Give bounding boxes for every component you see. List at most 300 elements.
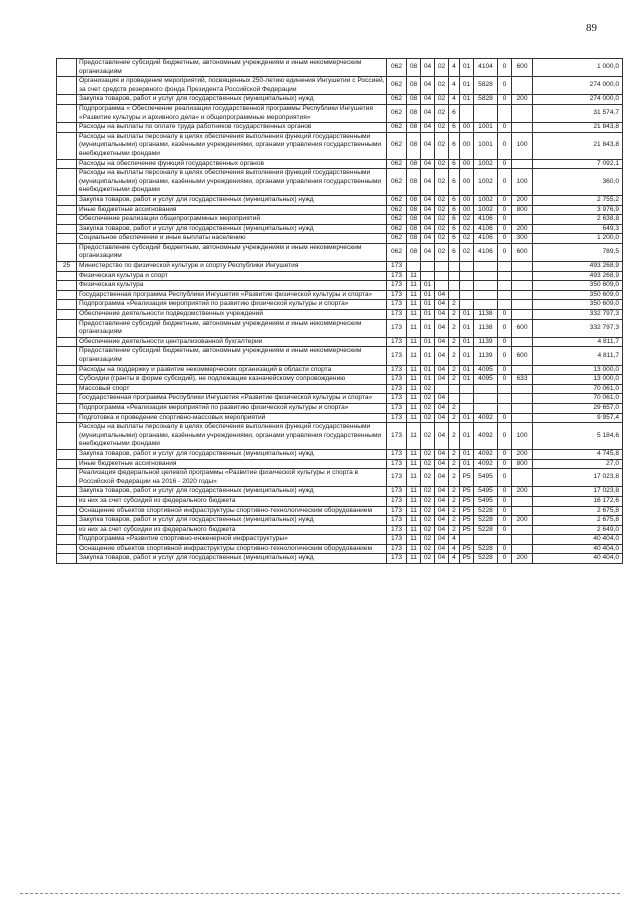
program-code-cell: 04: [435, 535, 449, 545]
target-code-cell: 0: [498, 423, 512, 450]
expense-type-code-cell: 600: [512, 319, 533, 337]
subsection-code-cell: 02: [421, 423, 435, 450]
direction-code-cell: [474, 271, 498, 281]
section-code-cell: 11: [407, 413, 421, 423]
program-code-cell: 02: [435, 234, 449, 244]
table-row: [57, 205, 623, 215]
expense-type-code-cell: 200: [512, 487, 533, 497]
ministry-code-cell: 062: [387, 104, 407, 122]
expense-type-code-cell: [512, 496, 533, 506]
expense-name-cell: Физическая культура и спорт: [77, 271, 387, 281]
row-number-cell: [57, 365, 77, 375]
target-code-cell: 0: [498, 469, 512, 487]
row-number-cell: [57, 215, 77, 225]
table-row: [57, 310, 623, 320]
expense-type-code-cell: [512, 544, 533, 554]
section-code-cell: 11: [407, 516, 421, 526]
amount-cell: 789,5: [533, 243, 623, 261]
subsection-code-cell: 02: [421, 394, 435, 404]
event-code-cell: 01: [460, 77, 474, 95]
expense-type-code-cell: [512, 413, 533, 423]
subsection-code-cell: 01: [421, 290, 435, 300]
program-code-cell: 04: [435, 496, 449, 506]
row-number-cell: [57, 347, 77, 365]
row-number-cell: [57, 234, 77, 244]
subsection-code-cell: 04: [421, 243, 435, 261]
target-code-cell: 0: [498, 195, 512, 205]
section-code-cell: 11: [407, 449, 421, 459]
table-row: [57, 347, 623, 365]
table-row: [57, 506, 623, 516]
row-number-cell: [57, 281, 77, 291]
expense-type-code-cell: [512, 403, 533, 413]
expense-name-cell: Предоставление субсидий бюджетным, автономным учреждениям и иным некоммерческим организациям: [77, 347, 387, 365]
amount-cell: 13 000,0: [533, 365, 623, 375]
ministry-code-cell: 173: [387, 423, 407, 450]
expense-name-cell: Расходы на выплаты персоналу в целях обеспечения выполнения функций государственными (муниципальными) органами, казёнными учреждениями, органами управления государственными внебюджетными фондами: [77, 132, 387, 159]
direction-code-cell: 5495: [474, 487, 498, 497]
expense-type-code-cell: 200: [512, 449, 533, 459]
direction-code-cell: 5228: [474, 506, 498, 516]
amount-cell: 31 574,7: [533, 104, 623, 122]
section-code-cell: 11: [407, 544, 421, 554]
amount-cell: 4 745,8: [533, 449, 623, 459]
table-row: [57, 104, 623, 122]
subprogram-code-cell: 2: [449, 506, 460, 516]
table-row: [57, 77, 623, 95]
section-code-cell: 11: [407, 300, 421, 310]
expense-name-cell: Реализация федеральной целевой программы «Развитие физической культуры и спорта в Российской Федерации на 2016 - 2020 годы»: [77, 469, 387, 487]
direction-code-cell: [474, 262, 498, 272]
program-code-cell: 04: [435, 487, 449, 497]
direction-code-cell: 5228: [474, 554, 498, 564]
amount-cell: 40 404,0: [533, 544, 623, 554]
event-code-cell: 01: [460, 347, 474, 365]
event-code-cell: [460, 290, 474, 300]
row-number-cell: [57, 423, 77, 450]
expense-name-cell: Обеспечение деятельности централизованной бухгалтерии: [77, 337, 387, 347]
expense-name-cell: Иные бюджетные ассигнования: [77, 205, 387, 215]
direction-code-cell: 4095: [474, 375, 498, 385]
program-code-cell: 04: [435, 525, 449, 535]
subsection-code-cell: 01: [421, 319, 435, 337]
event-code-cell: 01: [460, 423, 474, 450]
direction-code-cell: 5828: [474, 77, 498, 95]
program-code-cell: 04: [435, 365, 449, 375]
direction-code-cell: [474, 403, 498, 413]
expense-type-code-cell: 200: [512, 224, 533, 234]
row-number-cell: [57, 195, 77, 205]
expense-type-code-cell: 200: [512, 95, 533, 105]
ministry-code-cell: 062: [387, 224, 407, 234]
table-row: [57, 319, 623, 337]
subsection-code-cell: [421, 271, 435, 281]
program-code-cell: 04: [435, 310, 449, 320]
subsection-code-cell: 01: [421, 347, 435, 365]
row-number-cell: [57, 375, 77, 385]
row-number-cell: [57, 516, 77, 526]
subsection-code-cell: 02: [421, 525, 435, 535]
direction-code-cell: 4106: [474, 224, 498, 234]
subprogram-code-cell: 4: [449, 59, 460, 77]
program-code-cell: 04: [435, 319, 449, 337]
subsection-code-cell: 02: [421, 516, 435, 526]
direction-code-cell: 4092: [474, 449, 498, 459]
subsection-code-cell: 04: [421, 77, 435, 95]
expense-name-cell: Иные бюджетные ассигнования: [77, 459, 387, 469]
expense-type-code-cell: [512, 394, 533, 404]
event-code-cell: P5: [460, 554, 474, 564]
table-row: [57, 290, 623, 300]
section-code-cell: 08: [407, 224, 421, 234]
row-number-cell: [57, 290, 77, 300]
subprogram-code-cell: 2: [449, 487, 460, 497]
expense-name-cell: Расходы на обеспечение функций государственных органов: [77, 159, 387, 169]
event-code-cell: P5: [460, 506, 474, 516]
table-row: [57, 95, 623, 105]
section-code-cell: 11: [407, 423, 421, 450]
expense-type-code-cell: [512, 281, 533, 291]
expense-name-cell: Закупка товаров, работ и услуг для государственных (муниципальных) нужд: [77, 224, 387, 234]
table-row: [57, 413, 623, 423]
program-code-cell: 04: [435, 544, 449, 554]
subprogram-code-cell: 2: [449, 413, 460, 423]
subprogram-code-cell: 4: [449, 554, 460, 564]
subsection-code-cell: [421, 262, 435, 272]
amount-cell: 21 843,8: [533, 132, 623, 159]
direction-code-cell: 4092: [474, 423, 498, 450]
expense-type-code-cell: [512, 262, 533, 272]
event-code-cell: 02: [460, 224, 474, 234]
subsection-code-cell: 02: [421, 403, 435, 413]
event-code-cell: 01: [460, 337, 474, 347]
program-code-cell: 04: [435, 347, 449, 365]
section-code-cell: 08: [407, 205, 421, 215]
event-code-cell: [460, 394, 474, 404]
expense-name-cell: Государственная программа Республики Ингушетия «Развитие физической культуры и спорта»: [77, 290, 387, 300]
expense-type-code-cell: [512, 506, 533, 516]
ministry-code-cell: 062: [387, 234, 407, 244]
program-code-cell: 04: [435, 516, 449, 526]
program-code-cell: [435, 384, 449, 394]
program-code-cell: 02: [435, 159, 449, 169]
target-code-cell: [498, 290, 512, 300]
subprogram-code-cell: [449, 281, 460, 291]
ministry-code-cell: 173: [387, 319, 407, 337]
direction-code-cell: [474, 104, 498, 122]
row-number-cell: [57, 554, 77, 564]
table-row: [57, 496, 623, 506]
expense-type-code-cell: [512, 384, 533, 394]
amount-cell: 17 023,8: [533, 469, 623, 487]
expense-name-cell: из них за счет субсидии из федерального бюджета: [77, 525, 387, 535]
amount-cell: 350 609,0: [533, 281, 623, 291]
direction-code-cell: 4106: [474, 234, 498, 244]
target-code-cell: 0: [498, 243, 512, 261]
row-number-cell: [57, 337, 77, 347]
page-number: 89: [586, 22, 597, 34]
expense-name-cell: Расходы на поддержку и развитие некоммерческих организаций в области спорта: [77, 365, 387, 375]
program-code-cell: 04: [435, 469, 449, 487]
event-code-cell: 01: [460, 449, 474, 459]
table-row: [57, 337, 623, 347]
row-number-cell: [57, 459, 77, 469]
amount-cell: 5 184,6: [533, 423, 623, 450]
row-number-cell: [57, 104, 77, 122]
row-number-cell: [57, 243, 77, 261]
section-code-cell: 08: [407, 195, 421, 205]
expense-name-cell: Закупка товаров, работ и услуг для государственных (муниципальных) нужд: [77, 95, 387, 105]
event-code-cell: [460, 281, 474, 291]
expense-name-cell: Подпрограмма «Реализация мероприятий по развитию физической культуры и спорта»: [77, 403, 387, 413]
event-code-cell: 00: [460, 132, 474, 159]
target-code-cell: 0: [498, 59, 512, 77]
expense-type-code-cell: 300: [512, 234, 533, 244]
row-number-cell: [57, 123, 77, 133]
row-number-cell: [57, 449, 77, 459]
ministry-code-cell: 062: [387, 59, 407, 77]
section-code-cell: 11: [407, 469, 421, 487]
direction-code-cell: 4095: [474, 365, 498, 375]
program-code-cell: 02: [435, 104, 449, 122]
ministry-code-cell: 173: [387, 525, 407, 535]
budget-table-body: [57, 59, 623, 564]
section-code-cell: 11: [407, 310, 421, 320]
target-code-cell: 0: [498, 159, 512, 169]
subsection-code-cell: 04: [421, 205, 435, 215]
expense-type-code-cell: [512, 337, 533, 347]
ministry-code-cell: 173: [387, 384, 407, 394]
target-code-cell: 0: [498, 224, 512, 234]
target-code-cell: 0: [498, 506, 512, 516]
target-code-cell: 0: [498, 347, 512, 365]
amount-cell: 493 268,9: [533, 271, 623, 281]
direction-code-cell: 1001: [474, 132, 498, 159]
amount-cell: 649,3: [533, 224, 623, 234]
ministry-code-cell: 173: [387, 487, 407, 497]
program-code-cell: 02: [435, 95, 449, 105]
table-row: [57, 394, 623, 404]
ministry-code-cell: 173: [387, 375, 407, 385]
expense-name-cell: из них за счет субсидий из федерального бюджета: [77, 496, 387, 506]
expense-name-cell: Закупка товаров, работ и услуг для государственных (муниципальных) нужд: [77, 487, 387, 497]
direction-code-cell: [474, 384, 498, 394]
subsection-code-cell: 04: [421, 95, 435, 105]
subsection-code-cell: 04: [421, 132, 435, 159]
section-code-cell: 08: [407, 159, 421, 169]
expense-type-code-cell: 200: [512, 516, 533, 526]
subprogram-code-cell: 4: [449, 77, 460, 95]
target-code-cell: 0: [498, 459, 512, 469]
expense-name-cell: Массовый спорт: [77, 384, 387, 394]
program-code-cell: 04: [435, 423, 449, 450]
program-code-cell: 04: [435, 449, 449, 459]
ministry-code-cell: 062: [387, 169, 407, 196]
direction-code-cell: 5495: [474, 469, 498, 487]
subsection-code-cell: 04: [421, 195, 435, 205]
amount-cell: 350 609,0: [533, 290, 623, 300]
table-row: [57, 234, 623, 244]
subsection-code-cell: 04: [421, 169, 435, 196]
program-code-cell: 02: [435, 195, 449, 205]
section-code-cell: 08: [407, 95, 421, 105]
row-number-cell: [57, 224, 77, 234]
target-code-cell: 0: [498, 375, 512, 385]
direction-code-cell: 4104: [474, 59, 498, 77]
amount-cell: 2 675,8: [533, 506, 623, 516]
program-code-cell: 04: [435, 375, 449, 385]
subprogram-code-cell: 6: [449, 132, 460, 159]
direction-code-cell: [474, 394, 498, 404]
target-code-cell: [498, 300, 512, 310]
subprogram-code-cell: [449, 290, 460, 300]
amount-cell: 2 675,8: [533, 516, 623, 526]
expense-name-cell: Оснащение объектов спортивной инфраструктуры спортивно-технологическим оборудованием: [77, 544, 387, 554]
section-code-cell: 08: [407, 104, 421, 122]
row-number-cell: [57, 506, 77, 516]
target-code-cell: [498, 281, 512, 291]
expense-type-code-cell: [512, 469, 533, 487]
direction-code-cell: [474, 535, 498, 545]
target-code-cell: [498, 394, 512, 404]
section-code-cell: 11: [407, 281, 421, 291]
target-code-cell: 0: [498, 205, 512, 215]
amount-cell: 493 268,9: [533, 262, 623, 272]
subsection-code-cell: 02: [421, 535, 435, 545]
section-code-cell: 11: [407, 347, 421, 365]
event-code-cell: P5: [460, 496, 474, 506]
event-code-cell: 00: [460, 159, 474, 169]
subsection-code-cell: 04: [421, 123, 435, 133]
expense-type-code-cell: [512, 290, 533, 300]
expense-type-code-cell: 100: [512, 169, 533, 196]
section-code-cell: 11: [407, 319, 421, 337]
subprogram-code-cell: [449, 271, 460, 281]
amount-cell: 3 976,9: [533, 205, 623, 215]
table-row: [57, 243, 623, 261]
direction-code-cell: [474, 300, 498, 310]
direction-code-cell: 1002: [474, 169, 498, 196]
amount-cell: 2 649,0: [533, 525, 623, 535]
row-number-cell: [57, 169, 77, 196]
amount-cell: 1 000,0: [533, 59, 623, 77]
event-code-cell: 00: [460, 195, 474, 205]
target-code-cell: 0: [498, 77, 512, 95]
ministry-code-cell: 173: [387, 544, 407, 554]
row-number-cell: [57, 300, 77, 310]
section-code-cell: 11: [407, 525, 421, 535]
direction-code-cell: 4106: [474, 215, 498, 225]
row-number-cell: [57, 535, 77, 545]
subprogram-code-cell: 6: [449, 224, 460, 234]
subprogram-code-cell: [449, 384, 460, 394]
event-code-cell: 01: [460, 319, 474, 337]
table-row: [57, 132, 623, 159]
target-code-cell: [498, 403, 512, 413]
expense-name-cell: Предоставление субсидий бюджетным, автономным учреждениям и иным некоммерческим организациям: [77, 243, 387, 261]
expense-name-cell: Подпрограмма «Реализация мероприятий по развитию физической культуры и спорта»: [77, 300, 387, 310]
direction-code-cell: 5228: [474, 516, 498, 526]
subprogram-code-cell: 4: [449, 95, 460, 105]
program-code-cell: 02: [435, 132, 449, 159]
expense-type-code-cell: 200: [512, 195, 533, 205]
expense-type-code-cell: [512, 535, 533, 545]
section-code-cell: 08: [407, 215, 421, 225]
ministry-code-cell: 062: [387, 77, 407, 95]
amount-cell: 16 172,6: [533, 496, 623, 506]
subprogram-code-cell: 2: [449, 469, 460, 487]
target-code-cell: 0: [498, 337, 512, 347]
subsection-code-cell: 02: [421, 413, 435, 423]
subsection-code-cell: 01: [421, 300, 435, 310]
subsection-code-cell: 04: [421, 104, 435, 122]
row-number-cell: [57, 469, 77, 487]
event-code-cell: 01: [460, 310, 474, 320]
row-number-cell: [57, 205, 77, 215]
ministry-code-cell: 173: [387, 496, 407, 506]
ministry-code-cell: 173: [387, 300, 407, 310]
target-code-cell: 0: [498, 215, 512, 225]
direction-code-cell: 1138: [474, 319, 498, 337]
ministry-code-cell: 173: [387, 403, 407, 413]
subprogram-code-cell: 2: [449, 496, 460, 506]
target-code-cell: 0: [498, 544, 512, 554]
subprogram-code-cell: 2: [449, 423, 460, 450]
section-code-cell: 11: [407, 394, 421, 404]
target-code-cell: 0: [498, 516, 512, 526]
table-row: [57, 423, 623, 450]
table-row: [57, 375, 623, 385]
table-row: [57, 195, 623, 205]
row-number-cell: [57, 95, 77, 105]
section-code-cell: 08: [407, 243, 421, 261]
event-code-cell: 01: [460, 95, 474, 105]
section-code-cell: 08: [407, 234, 421, 244]
direction-code-cell: 5828: [474, 95, 498, 105]
table-row: [57, 159, 623, 169]
expense-name-cell: Оснащение объектов спортивной инфраструктуры спортивно-технологическим оборудованием: [77, 506, 387, 516]
ministry-code-cell: 173: [387, 516, 407, 526]
table-row: [57, 169, 623, 196]
ministry-code-cell: 173: [387, 535, 407, 545]
subprogram-code-cell: 6: [449, 243, 460, 261]
event-code-cell: P5: [460, 525, 474, 535]
target-code-cell: 0: [498, 413, 512, 423]
table-row: [57, 469, 623, 487]
amount-cell: 7 092,1: [533, 159, 623, 169]
expense-type-code-cell: [512, 300, 533, 310]
direction-code-cell: 1001: [474, 123, 498, 133]
expense-type-code-cell: [512, 215, 533, 225]
subsection-code-cell: 02: [421, 496, 435, 506]
program-code-cell: 04: [435, 337, 449, 347]
program-code-cell: 04: [435, 290, 449, 300]
ministry-code-cell: 062: [387, 95, 407, 105]
event-code-cell: 02: [460, 234, 474, 244]
expense-name-cell: Предоставление субсидий бюджетным, автономным учреждениям и иным некоммерческим организациям: [77, 59, 387, 77]
page-bottom-rule: [20, 893, 620, 894]
target-code-cell: [498, 271, 512, 281]
event-code-cell: 01: [460, 413, 474, 423]
expense-type-code-cell: 800: [512, 205, 533, 215]
table-row: [57, 224, 623, 234]
subprogram-code-cell: 6: [449, 159, 460, 169]
amount-cell: 4 811,7: [533, 347, 623, 365]
subprogram-code-cell: 2: [449, 525, 460, 535]
program-code-cell: 04: [435, 300, 449, 310]
direction-code-cell: 1002: [474, 159, 498, 169]
subprogram-code-cell: 2: [449, 403, 460, 413]
